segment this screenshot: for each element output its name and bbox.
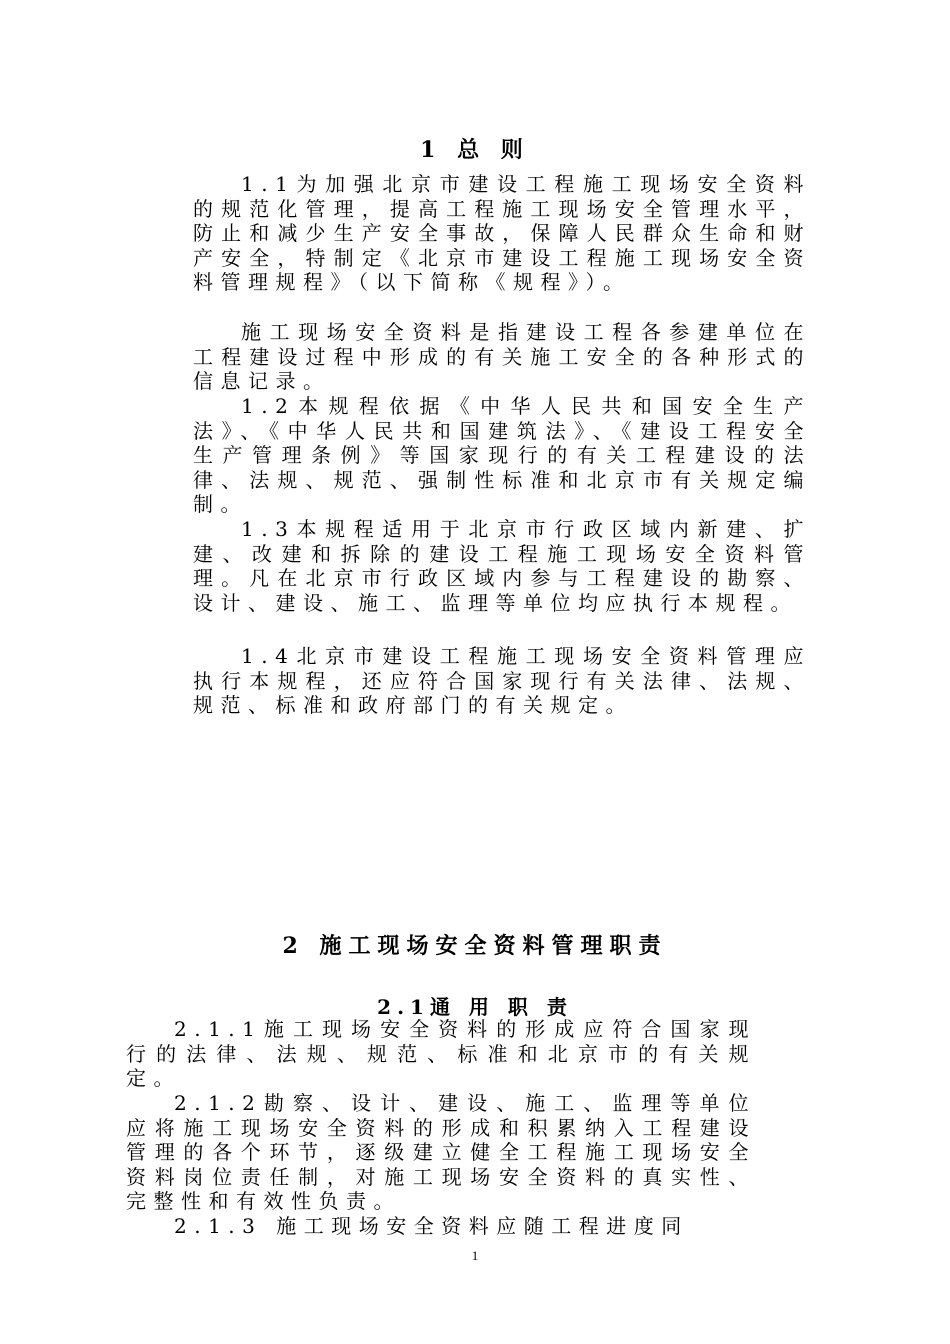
paragraph-1-1: 1.1为加强北京市建设工程施工现场安全资料的规范化管理，提高工程施工现场安全管理水平，防止和减少生产安全事故，保障人民群众生命和财产安全，特制定《北京市建设工程施工现场安全资料管理规程》（以下简称《规程》）。 (193, 172, 811, 295)
section-1-title: 1 总 则 (420, 137, 530, 163)
section-2-1-subtitle: 2.1通 用 职 责 (377, 995, 573, 1019)
page-number: 1 (471, 1248, 479, 1263)
paragraph-1-3: 1.3本规程适用于北京市行政区域内新建、扩建、改建和拆除的建设工程施工现场安全资料管理。凡在北京市行政区域内参与工程建设的勘察、设计、建设、施工、监理等单位均应执行本规程。 (193, 517, 811, 615)
paragraph-2-1-3: 2.1.3 施工现场安全资料应随工程进度同 (174, 1214, 689, 1238)
paragraph-2-1-2: 2.1.2勘察、设计、建设、施工、监理等单位应将施工现场安全资料的形成和积累纳入工程建设管理的各个环节，逐级建立健全工程施工现场安全资料岗位责任制，对施工现场安全资料的真实性、完整性和有效性负责。 (126, 1091, 756, 1214)
paragraph-2-1-1: 2.1.1施工现场安全资料的形成应符合国家现行的法律、法规、规范、标准和北京市的有关规定。 (126, 1017, 756, 1091)
paragraph-1-1-definition: 施工现场安全资料是指建设工程各参建单位在工程建设过程中形成的有关施工安全的各种形式的信息记录。 (193, 320, 811, 394)
paragraph-1-2: 1.2本规程依据《中华人民共和国安全生产法》、《中华人民共和国建筑法》、《建设工程安全生产管理条例》等国家现行的有关工程建设的法律、法规、规范、强制性标准和北京市有关规定编制。 (193, 394, 811, 517)
paragraph-1-4: 1.4北京市建设工程施工现场安全资料管理应执行本规程，还应符合国家现行有关法律、法规、规范、标准和政府部门的有关规定。 (193, 644, 811, 718)
section-2-title: 2 施工现场安全资料管理职责 (282, 933, 668, 959)
